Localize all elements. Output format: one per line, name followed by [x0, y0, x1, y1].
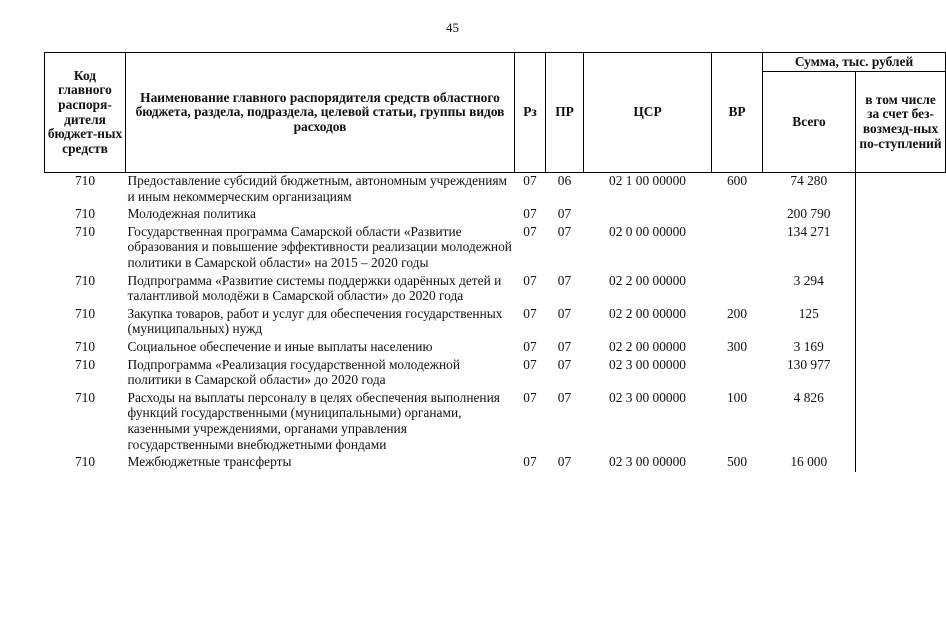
cell-csr: 02 3 00 00000 [609, 454, 686, 470]
cell-rz: 07 [523, 389, 537, 405]
cell-rz: 07 [523, 272, 537, 288]
cell-pr: 07 [557, 389, 572, 405]
cell-incl [856, 206, 946, 224]
cell-pr: 07 [557, 223, 572, 239]
cell-name: Подпрограмма «Развитие системы поддержки одарённых детей и талантливой молодёжи в Самарской области» до 2020 года [127, 272, 502, 304]
cell-vr: 300 [726, 338, 748, 354]
cell-csr: 02 1 00 00000 [609, 173, 686, 188]
cell-name: Предоставление субсидий бюджетным, автономным учреждениям и иным некоммерческим организациям [127, 173, 508, 204]
cell-name: Социальное обеспечение и иные выплаты населению [127, 338, 433, 354]
cell-csr: 02 2 00 00000 [609, 272, 686, 288]
cell-vr: 500 [726, 454, 748, 470]
cell-code: 710 [74, 454, 96, 470]
header-total: Всего [763, 72, 856, 173]
cell-incl [856, 306, 946, 339]
cell-vr [712, 206, 763, 224]
cell-code: 710 [74, 206, 96, 222]
cell-code: 710 [74, 338, 96, 354]
cell-pr: 07 [557, 338, 572, 354]
cell-rz: 07 [523, 454, 537, 470]
table-header [45, 53, 946, 173]
cell-csr [584, 206, 712, 224]
cell-csr: 02 3 00 00000 [609, 389, 686, 405]
cell-total: 16 000 [790, 454, 828, 470]
cell-rz: 07 [523, 338, 537, 354]
cell-incl [856, 224, 946, 273]
cell-vr: 200 [726, 305, 748, 321]
header-code: Код главного распоря-дителя бюджет-ных средств [45, 53, 126, 173]
cell-pr: 07 [557, 272, 572, 288]
cell-name: Расходы на выплаты персоналу в целях обеспечения выполнения функций государственными (муниципальными) органами, казенными учреждениями, органами управления государственными внебюджетными фондами [127, 389, 500, 452]
cell-incl [856, 273, 946, 306]
cell-name: Закупка товаров, работ и услуг для обеспечения государственных (муниципальных) нужд [127, 305, 503, 337]
table-row [45, 390, 946, 454]
cell-csr: 02 2 00 00000 [609, 338, 686, 354]
cell-code: 710 [74, 389, 96, 405]
cell-total: 134 271 [786, 223, 831, 239]
cell-total: 200 790 [786, 206, 831, 222]
table-row [45, 357, 946, 390]
table-row [45, 206, 946, 224]
cell-vr [712, 224, 763, 273]
cell-code: 710 [74, 356, 96, 372]
page-number: 45 [446, 20, 459, 35]
table-row [45, 173, 946, 207]
header-csr: ЦСР [584, 53, 712, 173]
header-name: Наименование главного распорядителя средств областного бюджета, раздела, подраздела, целевой статьи, группы видов расходов [126, 53, 515, 173]
cell-name: Межбюджетные трансферты [127, 454, 292, 470]
cell-vr [712, 273, 763, 306]
cell-pr: 07 [557, 356, 572, 372]
cell-pr: 07 [557, 454, 572, 470]
cell-rz: 07 [523, 356, 537, 372]
cell-total: 125 [798, 305, 819, 321]
cell-rz: 07 [523, 223, 537, 239]
cell-code: 710 [74, 305, 96, 321]
cell-incl [856, 173, 946, 207]
cell-rz: 07 [523, 206, 537, 222]
cell-incl [856, 339, 946, 357]
cell-pr: 07 [557, 305, 572, 321]
cell-total: 74 280 [790, 173, 828, 188]
table-row [45, 306, 946, 339]
cell-csr: 02 0 00 00000 [609, 223, 686, 239]
cell-total: 3 294 [793, 272, 824, 288]
cell-incl [856, 357, 946, 390]
cell-pr: 07 [557, 206, 572, 222]
cell-total: 130 977 [786, 356, 831, 372]
header-sum-group: Сумма, тыс. рублей [763, 53, 946, 72]
cell-vr: 600 [726, 173, 748, 188]
cell-vr [712, 357, 763, 390]
cell-code: 710 [74, 272, 96, 288]
cell-csr: 02 3 00 00000 [609, 356, 686, 372]
cell-total: 4 826 [793, 389, 824, 405]
cell-code: 710 [74, 223, 96, 239]
cell-rz: 07 [523, 305, 537, 321]
cell-name: Молодежная политика [127, 206, 257, 222]
cell-incl [856, 454, 946, 472]
cell-name: Государственная программа Самарской области «Развитие образования и повышение эффективности реализации молодежной политики в Самарской области» на 2015 – 2020 годы [127, 223, 512, 270]
cell-total: 3 169 [793, 338, 824, 354]
table-row [45, 454, 946, 472]
cell-incl [856, 390, 946, 454]
cell-code: 710 [74, 173, 96, 188]
cell-pr: 06 [557, 173, 572, 188]
budget-table [44, 52, 946, 472]
table-row [45, 339, 946, 357]
header-incl: в том числе за счет без-возмезд-ных по-ступлений [856, 72, 946, 173]
header-pr: ПР [546, 53, 584, 173]
cell-name: Подпрограмма «Реализация государственной молодежной политики в Самарской области» до 2020 года [127, 356, 460, 388]
table-body [45, 173, 946, 472]
cell-vr: 100 [726, 389, 748, 405]
table-row [45, 224, 946, 273]
header-rz: Рз [515, 53, 546, 173]
cell-rz: 07 [523, 173, 537, 188]
cell-csr: 02 2 00 00000 [609, 305, 686, 321]
table-row [45, 273, 946, 306]
header-vr: ВР [712, 53, 763, 173]
